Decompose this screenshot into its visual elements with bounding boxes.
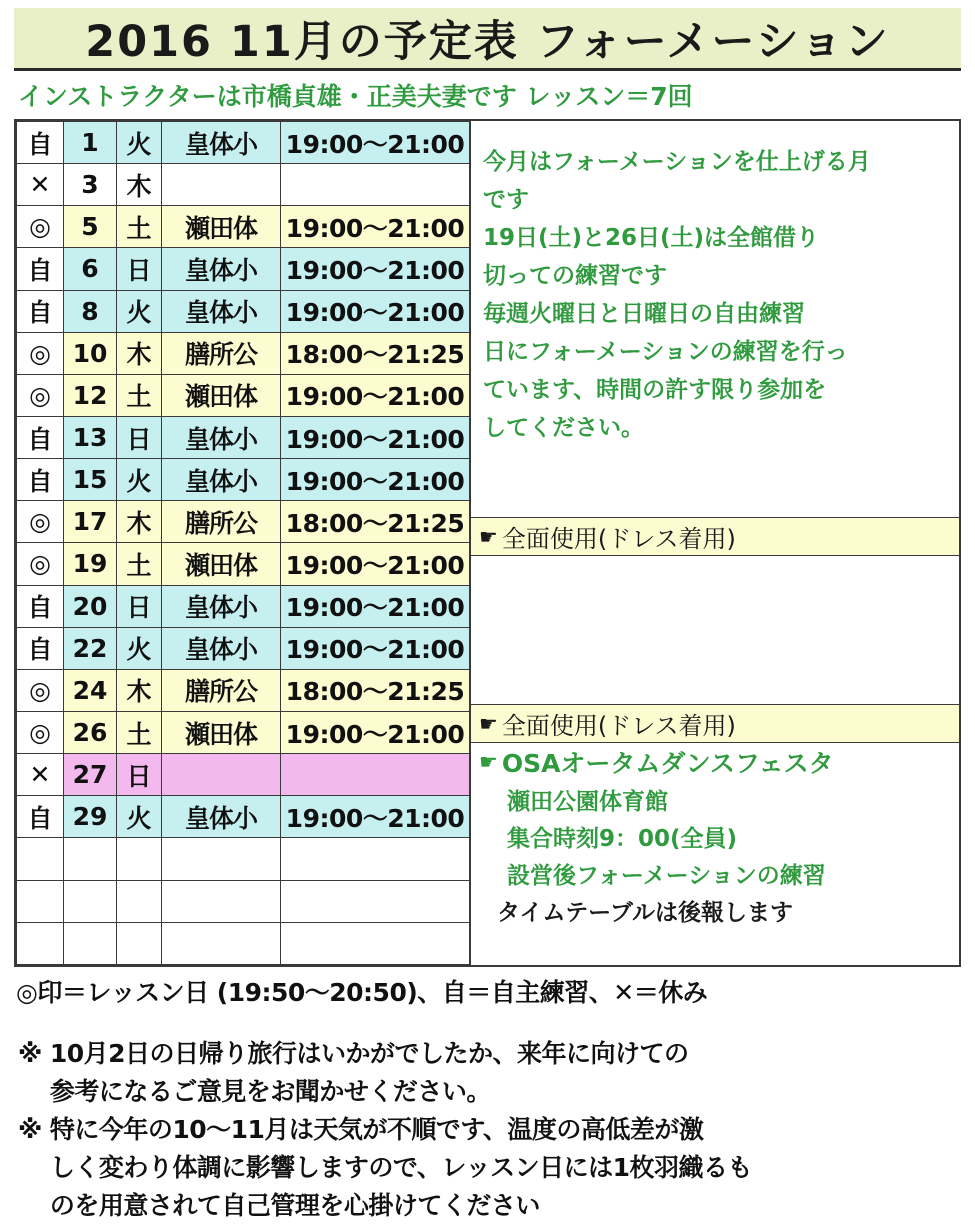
row-place: 膳所公 (162, 332, 281, 374)
row-mark: 自 (17, 416, 64, 458)
footer-notes (18, 1035, 961, 1225)
row-weekday: 木 (117, 164, 162, 206)
monthly-note-line: 切っての練習です (483, 263, 667, 289)
row-mark: ◎ (17, 206, 64, 248)
row-day (64, 838, 117, 880)
row-weekday: 火 (117, 796, 162, 838)
row-mark: ◎ (17, 711, 64, 753)
footer-note (18, 1035, 961, 1111)
table-row (17, 248, 470, 290)
row-time: 19:00〜21:00 (281, 416, 470, 458)
footer-bullet: ※ (18, 1039, 42, 1068)
page-title: 2016 11月の予定表 フォーメーション (85, 16, 890, 67)
row-day: 26 (64, 711, 117, 753)
row-day: 27 (64, 754, 117, 796)
row-place: 瀬田体 (162, 543, 281, 585)
monthly-note-line: してください。 (483, 415, 644, 441)
row-day: 8 (64, 290, 117, 332)
row-day: 24 (64, 669, 117, 711)
table-row (17, 585, 470, 627)
note-band-26-text: 全面使用(ドレス着用) (501, 712, 736, 740)
row-place: 皇体小 (162, 627, 281, 669)
table-row (17, 838, 470, 880)
row-mark (17, 922, 64, 964)
row-day: 15 (64, 459, 117, 501)
footer-note-line: しく変わり体調に影響しますので、レッスン日には1枚羽織るも (49, 1153, 752, 1182)
table-row (17, 501, 470, 543)
row-weekday: 土 (117, 374, 162, 416)
row-mark: 自 (17, 585, 64, 627)
row-time (281, 880, 470, 922)
row-place: 瀬田体 (162, 374, 281, 416)
table-row (17, 543, 470, 585)
row-day: 19 (64, 543, 117, 585)
row-weekday: 日 (117, 754, 162, 796)
footer-note-line: 10月2日の日帰り旅行はいかがでしたか、来年に向けての (49, 1039, 689, 1068)
row-place: 膳所公 (162, 501, 281, 543)
row-place: 皇体小 (162, 122, 281, 164)
row-weekday (117, 880, 162, 922)
row-place (162, 880, 281, 922)
row-time: 19:00〜21:00 (281, 248, 470, 290)
festa-timetable-note: タイムテーブルは後報します (497, 900, 794, 926)
row-place: 皇体小 (162, 290, 281, 332)
row-weekday: 火 (117, 459, 162, 501)
row-place: 瀬田体 (162, 206, 281, 248)
row-weekday (117, 922, 162, 964)
row-weekday: 木 (117, 669, 162, 711)
row-place: 皇体小 (162, 248, 281, 290)
row-mark (17, 838, 64, 880)
monthly-note-line: 毎週火曜日と日曜日の自由練習 (483, 301, 805, 327)
row-time: 18:00〜21:25 (281, 332, 470, 374)
row-mark: 自 (17, 796, 64, 838)
row-weekday: 日 (117, 416, 162, 458)
row-place (162, 838, 281, 880)
row-place: 皇体小 (162, 416, 281, 458)
instructor-subtitle: インストラクターは市橋貞雄・正美夫妻です レッスン＝7回 (18, 82, 693, 111)
row-weekday: 土 (117, 206, 162, 248)
row-day (64, 922, 117, 964)
row-mark: ✕ (17, 164, 64, 206)
pennant-icon: ☛ (479, 524, 498, 549)
row-mark: ✕ (17, 754, 64, 796)
legend-line: ◎印＝レッスン日 (19:50〜20:50)、自＝自主練習、✕＝休み (16, 978, 708, 1007)
row-day: 12 (64, 374, 117, 416)
row-time: 19:00〜21:00 (281, 711, 470, 753)
row-day: 10 (64, 332, 117, 374)
footer-note-line: 参考になるご意見をお聞かせください。 (49, 1077, 491, 1106)
monthly-note-line: 19日(土)と26日(土)は全館借り (483, 225, 820, 251)
footer-note-body (50, 1111, 961, 1225)
notes-spacer (471, 556, 959, 704)
monthly-note (471, 121, 959, 517)
row-mark: ◎ (17, 501, 64, 543)
row-mark: ◎ (17, 543, 64, 585)
row-place: 瀬田体 (162, 711, 281, 753)
row-weekday (117, 838, 162, 880)
row-day: 6 (64, 248, 117, 290)
row-mark: 自 (17, 248, 64, 290)
row-day: 3 (64, 164, 117, 206)
table-row (17, 711, 470, 753)
row-time: 19:00〜21:00 (281, 796, 470, 838)
table-row (17, 922, 470, 964)
footer-note-line: 特に今年の10〜11月は天気が不順です、温度の高低差が激 (49, 1115, 704, 1144)
row-mark (17, 880, 64, 922)
table-row (17, 627, 470, 669)
row-time: 18:00〜21:25 (281, 501, 470, 543)
festa-details (471, 780, 959, 965)
pennant-icon: ☛ (479, 711, 498, 736)
table-row (17, 416, 470, 458)
row-time: 19:00〜21:00 (281, 585, 470, 627)
festa-title: OSAオータムダンスフェスタ (501, 748, 834, 778)
row-place: 膳所公 (162, 669, 281, 711)
notes-column (470, 121, 959, 965)
footer-note-body (50, 1035, 961, 1111)
row-time: 18:00〜21:25 (281, 669, 470, 711)
table-row (17, 122, 470, 164)
row-mark: ◎ (17, 374, 64, 416)
table-row (17, 880, 470, 922)
row-day: 22 (64, 627, 117, 669)
row-place: 皇体小 (162, 796, 281, 838)
row-mark: ◎ (17, 332, 64, 374)
row-place (162, 754, 281, 796)
row-weekday: 火 (117, 627, 162, 669)
row-day: 29 (64, 796, 117, 838)
note-band-19 (471, 517, 959, 556)
monthly-note-line: です (483, 187, 529, 213)
row-time (281, 838, 470, 880)
monthly-note-line: 日にフォーメーションの練習を行っ (483, 339, 848, 365)
table-row (17, 206, 470, 248)
schedule-flyer (0, 8, 975, 1220)
row-time: 19:00〜21:00 (281, 290, 470, 332)
table-row (17, 290, 470, 332)
row-time: 19:00〜21:00 (281, 374, 470, 416)
row-weekday: 日 (117, 248, 162, 290)
table-row (17, 754, 470, 796)
note-band-26 (471, 704, 959, 743)
row-mark: 自 (17, 122, 64, 164)
row-time: 19:00〜21:00 (281, 122, 470, 164)
row-place (162, 922, 281, 964)
row-time: 19:00〜21:00 (281, 459, 470, 501)
row-time (281, 754, 470, 796)
row-day: 20 (64, 585, 117, 627)
table-row (17, 374, 470, 416)
row-day: 13 (64, 416, 117, 458)
row-day: 1 (64, 122, 117, 164)
row-place (162, 164, 281, 206)
row-mark: 自 (17, 459, 64, 501)
row-weekday: 日 (117, 585, 162, 627)
pennant-green-icon: ☛ (479, 749, 498, 774)
table-row (17, 669, 470, 711)
row-time: 19:00〜21:00 (281, 206, 470, 248)
footer-note (18, 1111, 961, 1225)
row-day (64, 880, 117, 922)
monthly-note-line: ています、時間の許す限り参加を (483, 377, 827, 403)
row-weekday: 土 (117, 711, 162, 753)
table-row (17, 164, 470, 206)
row-weekday: 火 (117, 122, 162, 164)
row-day: 5 (64, 206, 117, 248)
footer-note-line: のを用意されて自己管理を心掛けてください (49, 1191, 540, 1220)
note-band-19-text: 全面使用(ドレス着用) (501, 525, 736, 553)
row-day: 17 (64, 501, 117, 543)
row-place: 皇体小 (162, 459, 281, 501)
row-place: 皇体小 (162, 585, 281, 627)
footer-bullet: ※ (18, 1115, 42, 1144)
row-mark: 自 (17, 290, 64, 332)
row-time (281, 164, 470, 206)
row-weekday: 土 (117, 543, 162, 585)
row-time (281, 922, 470, 964)
row-weekday: 火 (117, 290, 162, 332)
table-row (17, 796, 470, 838)
row-mark: 自 (17, 627, 64, 669)
festa-title-row (471, 743, 959, 780)
schedule-table (16, 121, 470, 965)
festa-line: 瀬田公園体育館 (507, 789, 668, 815)
schedule-area (14, 119, 961, 967)
title-banner (14, 8, 961, 71)
table-row (17, 332, 470, 374)
monthly-note-line: 今月はフォーメーションを仕上げる月 (483, 149, 871, 175)
row-time: 19:00〜21:00 (281, 543, 470, 585)
row-mark: ◎ (17, 669, 64, 711)
festa-line: 設営後フォーメーションの練習 (507, 863, 826, 889)
festa-line: 集合時刻9：00(全員) (507, 826, 738, 852)
row-weekday: 木 (117, 332, 162, 374)
row-weekday: 木 (117, 501, 162, 543)
table-row (17, 459, 470, 501)
row-time: 19:00〜21:00 (281, 627, 470, 669)
